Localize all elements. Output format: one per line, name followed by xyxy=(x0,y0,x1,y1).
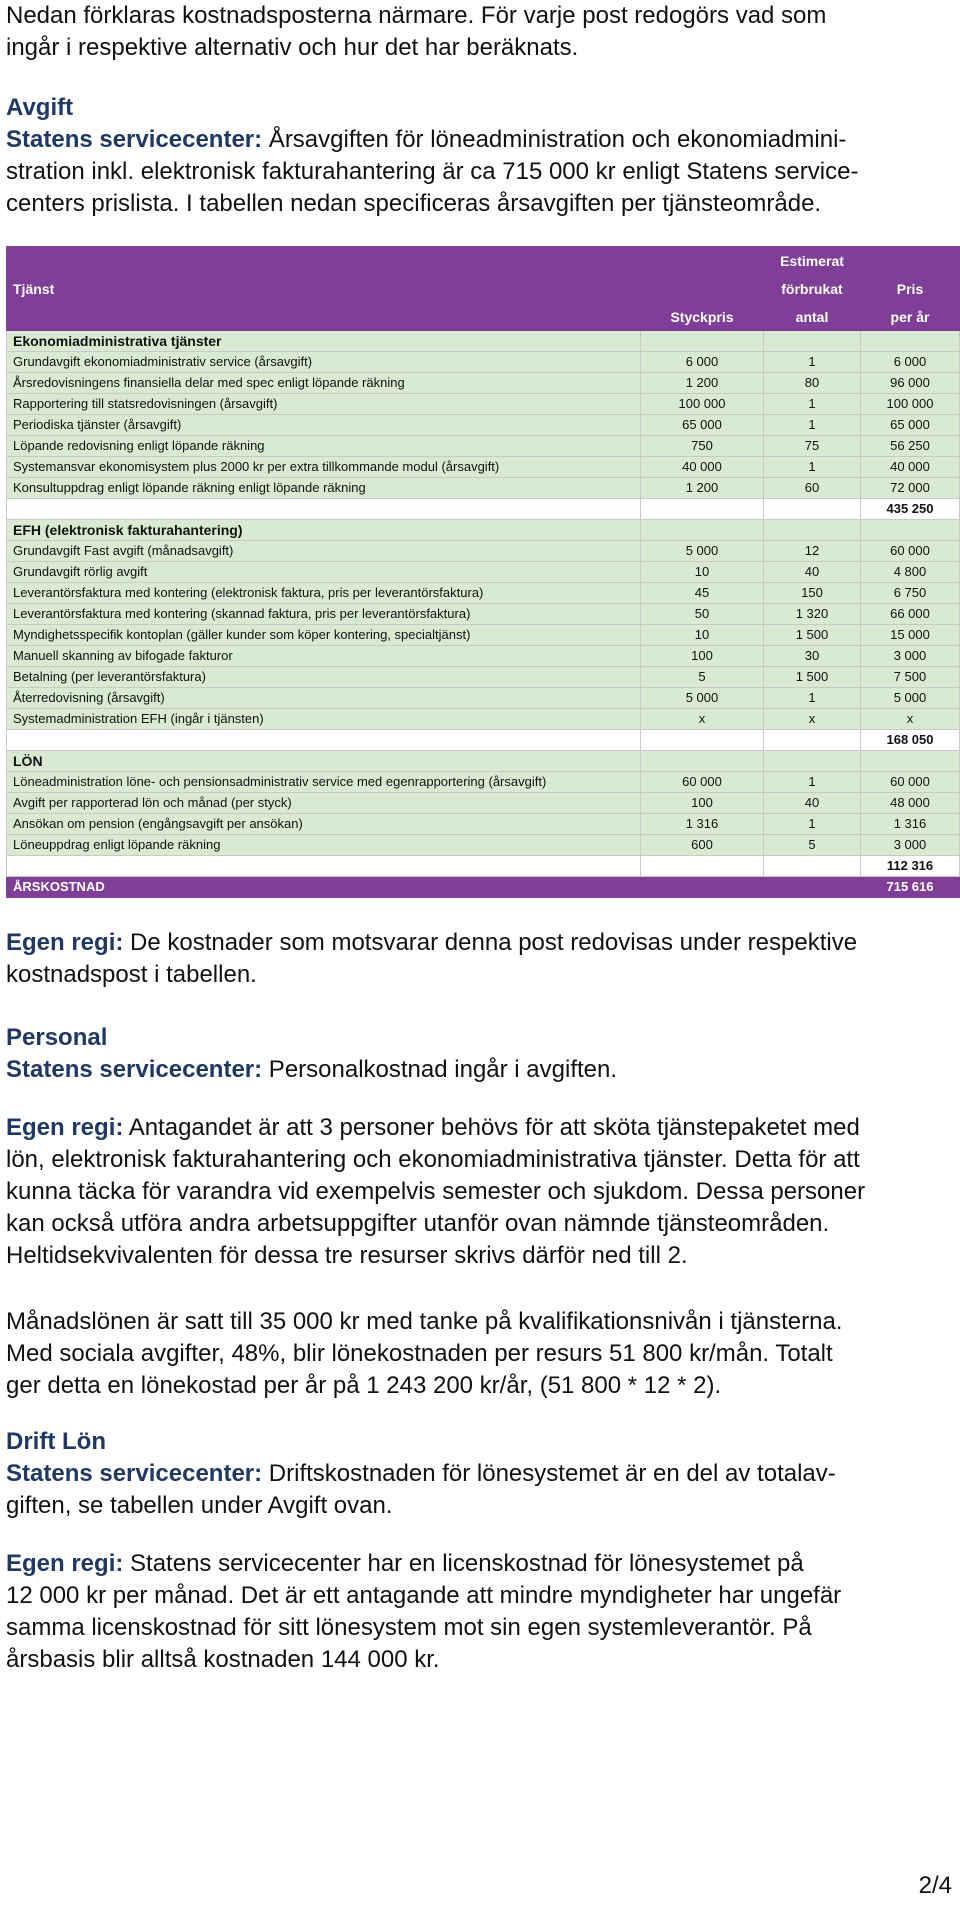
section-empty-cell xyxy=(641,331,764,352)
section-row xyxy=(7,751,960,772)
section-empty-cell xyxy=(764,331,861,352)
section-empty-cell xyxy=(861,331,960,352)
grand-empty-cell xyxy=(764,877,861,898)
price-per-year: 48 000 xyxy=(861,793,960,814)
personal-egen-paragraph xyxy=(6,1112,950,1272)
header-service-label: Tjänst xyxy=(7,275,641,303)
subtotal-empty-cell xyxy=(7,499,641,520)
unit-price: 100 xyxy=(641,793,764,814)
salary-paragraph xyxy=(6,1306,950,1402)
header-unit-price: Styckpris xyxy=(641,303,764,331)
service-name: Årsredovisningens finansiella delar med spec enligt löpande räkning xyxy=(7,373,641,394)
header-per-year: per år xyxy=(861,303,960,331)
quantity: 75 xyxy=(764,436,861,457)
table-row xyxy=(7,394,960,415)
drift-ssc-line: giften, se tabellen under Avgift ovan. xyxy=(6,1492,393,1519)
section-row xyxy=(7,331,960,352)
quantity: 1 xyxy=(764,394,861,415)
unit-price: 1 316 xyxy=(641,814,764,835)
price-per-year: 65 000 xyxy=(861,415,960,436)
cost-table-container xyxy=(6,246,959,898)
avgift-line: stration inkl. elektronisk fakturahantering är ca 715 000 kr enligt Statens service- xyxy=(6,158,859,185)
personal-ssc-label: Statens servicecenter: xyxy=(6,1056,263,1083)
drift-ssc-paragraph xyxy=(6,1458,950,1522)
unit-price: 40 000 xyxy=(641,457,764,478)
quantity: 1 xyxy=(764,688,861,709)
subtotal-row xyxy=(7,730,960,751)
price-per-year: 72 000 xyxy=(861,478,960,499)
price-per-year: 60 000 xyxy=(861,541,960,562)
avgift-line: Årsavgiften för löneadministration och ekonomiadmini- xyxy=(262,126,847,153)
service-name: Ansökan om pension (engångsavgift per ansökan) xyxy=(7,814,641,835)
unit-price: 45 xyxy=(641,583,764,604)
price-per-year: 4 800 xyxy=(861,562,960,583)
quantity: 1 xyxy=(764,415,861,436)
table-row xyxy=(7,583,960,604)
cost-table-body xyxy=(7,331,960,898)
unit-price: 100 000 xyxy=(641,394,764,415)
header-service xyxy=(7,247,641,275)
table-row xyxy=(7,457,960,478)
section-empty-cell xyxy=(861,520,960,541)
salary-line: ger detta en lönekostad per år på 1 243 200 kr/år, (51 800 * 12 * 2). xyxy=(6,1372,722,1399)
unit-price: 5 xyxy=(641,667,764,688)
header-unit-price-top xyxy=(641,247,764,275)
unit-price: 10 xyxy=(641,562,764,583)
unit-price: 1 200 xyxy=(641,373,764,394)
price-per-year: 15 000 xyxy=(861,625,960,646)
unit-price: 10 xyxy=(641,625,764,646)
unit-price: 50 xyxy=(641,604,764,625)
service-name: Leverantörsfaktura med kontering (skannad faktura, pris per leverantörsfaktura) xyxy=(7,604,641,625)
service-name: Betalning (per leverantörsfaktura) xyxy=(7,667,641,688)
unit-price: 100 xyxy=(641,646,764,667)
egen-avgift-label: Egen regi: xyxy=(6,929,124,956)
egen-avgift-line: De kostnader som motsvarar denna post redovisas under respektive xyxy=(123,929,858,956)
subtotal-empty-cell xyxy=(641,499,764,520)
table-row xyxy=(7,814,960,835)
table-row xyxy=(7,415,960,436)
table-row xyxy=(7,646,960,667)
service-name: Löneuppdrag enligt löpande räkning xyxy=(7,835,641,856)
intro-paragraph xyxy=(6,0,950,64)
header-estimated: Estimerat xyxy=(764,247,861,275)
table-row xyxy=(7,667,960,688)
quantity: 150 xyxy=(764,583,861,604)
personal-heading: Personal xyxy=(6,1024,108,1051)
price-per-year: 7 500 xyxy=(861,667,960,688)
table-row xyxy=(7,772,960,793)
price-per-year: 60 000 xyxy=(861,772,960,793)
page-number: 2/4 xyxy=(918,1872,952,1899)
header-price: Pris xyxy=(861,275,960,303)
table-row xyxy=(7,562,960,583)
drift-egen-line: Statens servicecenter har en licenskostnad för lönesystemet på xyxy=(123,1550,804,1577)
service-name: Myndighetsspecifik kontoplan (gäller kunder som köper kontering, specialtjänst) xyxy=(7,625,641,646)
service-name: Löneadministration löne- och pensionsadministrativ service med egenrapportering (årsavgift) xyxy=(7,772,641,793)
personal-egen-line: Antagandet är att 3 personer behövs för att sköta tjänstepaketet med xyxy=(123,1114,860,1141)
subtotal-empty-cell xyxy=(641,856,764,877)
section-row xyxy=(7,520,960,541)
section-title: Ekonomiadministrativa tjänster xyxy=(7,331,641,352)
avgift-line: centers prislista. I tabellen nedan specificeras årsavgiften per tjänsteområde. xyxy=(6,190,822,217)
salary-line: Med sociala avgifter, 48%, blir lönekostnaden per resurs 51 800 kr/mån. Totalt xyxy=(6,1340,833,1367)
table-row xyxy=(7,793,960,814)
price-per-year: 5 000 xyxy=(861,688,960,709)
table-row xyxy=(7,688,960,709)
table-row xyxy=(7,541,960,562)
grand-total-value: 715 616 xyxy=(861,877,960,898)
personal-egen-line: kan också utföra andra arbetsuppgifter utanför ovan nämnde tjänsteområden. xyxy=(6,1210,830,1237)
service-name: Grundavgift rörlig avgift xyxy=(7,562,641,583)
quantity: 1 xyxy=(764,772,861,793)
drift-egen-line: 12 000 kr per månad. Det är ett antagande att mindre myndigheter har ungefär xyxy=(6,1582,842,1609)
table-row xyxy=(7,436,960,457)
quantity: 80 xyxy=(764,373,861,394)
service-name: Grundavgift Fast avgift (månadsavgift) xyxy=(7,541,641,562)
unit-price: x xyxy=(641,709,764,730)
section-empty-cell xyxy=(764,520,861,541)
quantity: 1 xyxy=(764,352,861,373)
service-name: Rapportering till statsredovisningen (årsavgift) xyxy=(7,394,641,415)
price-per-year: 56 250 xyxy=(861,436,960,457)
quantity: 12 xyxy=(764,541,861,562)
avgift-ssc-label: Statens servicecenter: xyxy=(6,126,263,153)
service-name: Löpande redovisning enligt löpande räkning xyxy=(7,436,641,457)
unit-price: 5 000 xyxy=(641,688,764,709)
cost-table xyxy=(6,246,960,898)
price-per-year: x xyxy=(861,709,960,730)
personal-egen-line: kunna täcka för varandra vid exempelvis semester och sjukdom. Dessa personer xyxy=(6,1178,866,1205)
unit-price: 750 xyxy=(641,436,764,457)
quantity: 1 500 xyxy=(764,625,861,646)
drift-egen-label: Egen regi: xyxy=(6,1550,124,1577)
unit-price: 6 000 xyxy=(641,352,764,373)
drift-heading: Drift Lön xyxy=(6,1428,106,1455)
table-row xyxy=(7,835,960,856)
section-subtotal: 112 316 xyxy=(861,856,960,877)
section-empty-cell xyxy=(641,520,764,541)
personal-egen-line: Heltidsekvivalenten för dessa tre resurser skrivs därför ned till 2. xyxy=(6,1242,688,1269)
service-name: Avgift per rapporterad lön och månad (per styck) xyxy=(7,793,641,814)
section-empty-cell xyxy=(861,751,960,772)
subtotal-empty-cell xyxy=(641,730,764,751)
subtotal-empty-cell xyxy=(764,730,861,751)
drift-egen-line: samma licenskostnad för sitt lönesystem mot sin egen systemleverantör. På xyxy=(6,1614,812,1641)
quantity: 40 xyxy=(764,562,861,583)
service-name: Manuell skanning av bifogade fakturor xyxy=(7,646,641,667)
price-per-year: 3 000 xyxy=(861,835,960,856)
subtotal-empty-cell xyxy=(7,856,641,877)
quantity: 1 xyxy=(764,457,861,478)
personal-ssc-text: Personalkostnad ingår i avgiften. xyxy=(262,1056,618,1083)
quantity: 5 xyxy=(764,835,861,856)
quantity: 60 xyxy=(764,478,861,499)
price-per-year: 3 000 xyxy=(861,646,960,667)
egen-avgift-paragraph xyxy=(6,927,950,991)
subtotal-empty-cell xyxy=(7,730,641,751)
header-service-bottom xyxy=(7,303,641,331)
subtotal-row xyxy=(7,499,960,520)
intro-line: Nedan förklaras kostnadsposterna närmare. För varje post redogörs vad som xyxy=(6,2,827,29)
table-row xyxy=(7,352,960,373)
drift-egen-paragraph xyxy=(6,1548,950,1676)
table-row xyxy=(7,709,960,730)
service-name: Leverantörsfaktura med kontering (elektronisk faktura, pris per leverantörsfaktura) xyxy=(7,583,641,604)
unit-price: 65 000 xyxy=(641,415,764,436)
quantity: 30 xyxy=(764,646,861,667)
header-consumed: förbrukat xyxy=(764,275,861,303)
grand-empty-cell xyxy=(641,877,764,898)
service-name: Periodiska tjänster (årsavgift) xyxy=(7,415,641,436)
section-subtotal: 168 050 xyxy=(861,730,960,751)
quantity: x xyxy=(764,709,861,730)
service-name: Återredovisning (årsavgift) xyxy=(7,688,641,709)
table-row xyxy=(7,604,960,625)
section-title: EFH (elektronisk fakturahantering) xyxy=(7,520,641,541)
avgift-paragraph xyxy=(6,124,950,220)
drift-ssc-line: Driftskostnaden för lönesystemet är en del av totalav- xyxy=(262,1460,836,1487)
avgift-heading: Avgift xyxy=(6,94,74,121)
intro-line: ingår i respektive alternativ och hur det har beräknats. xyxy=(6,34,579,61)
subtotal-row xyxy=(7,856,960,877)
subtotal-empty-cell xyxy=(764,499,861,520)
section-empty-cell xyxy=(641,751,764,772)
personal-egen-label: Egen regi: xyxy=(6,1114,124,1141)
price-per-year: 6 000 xyxy=(861,352,960,373)
price-per-year: 66 000 xyxy=(861,604,960,625)
subtotal-empty-cell xyxy=(764,856,861,877)
unit-price: 1 200 xyxy=(641,478,764,499)
price-per-year: 6 750 xyxy=(861,583,960,604)
quantity: 1 500 xyxy=(764,667,861,688)
service-name: Systemansvar ekonomisystem plus 2000 kr per extra tillkommande modul (årsavgift) xyxy=(7,457,641,478)
drift-ssc-label: Statens servicecenter: xyxy=(6,1460,263,1487)
service-name: Systemadministration EFH (ingår i tjänsten) xyxy=(7,709,641,730)
price-per-year: 40 000 xyxy=(861,457,960,478)
unit-price: 5 000 xyxy=(641,541,764,562)
grand-total-label: ÅRSKOSTNAD xyxy=(7,877,641,898)
service-name: Grundavgift ekonomiadministrativ service (årsavgift) xyxy=(7,352,641,373)
price-per-year: 1 316 xyxy=(861,814,960,835)
personal-ssc-paragraph xyxy=(6,1054,950,1086)
section-title: LÖN xyxy=(7,751,641,772)
salary-line: Månadslönen är satt till 35 000 kr med tanke på kvalifikationsnivån i tjänsterna. xyxy=(6,1308,843,1335)
section-empty-cell xyxy=(764,751,861,772)
service-name: Konsultuppdrag enligt löpande räkning enligt löpande räkning xyxy=(7,478,641,499)
personal-egen-line: lön, elektronisk fakturahantering och ekonomiadministrativa tjänster. Detta för att xyxy=(6,1146,860,1173)
header-unit-price-mid xyxy=(641,275,764,303)
grand-total-row xyxy=(7,877,960,898)
header-quantity: antal xyxy=(764,303,861,331)
table-row xyxy=(7,625,960,646)
table-row xyxy=(7,373,960,394)
section-subtotal: 435 250 xyxy=(861,499,960,520)
quantity: 1 xyxy=(764,814,861,835)
quantity: 1 320 xyxy=(764,604,861,625)
price-per-year: 100 000 xyxy=(861,394,960,415)
egen-avgift-line: kostnadspost i tabellen. xyxy=(6,961,257,988)
drift-egen-line: årsbasis blir alltså kostnaden 144 000 kr. xyxy=(6,1646,440,1673)
unit-price: 600 xyxy=(641,835,764,856)
quantity: 40 xyxy=(764,793,861,814)
header-price-top xyxy=(861,247,960,275)
table-row xyxy=(7,478,960,499)
unit-price: 60 000 xyxy=(641,772,764,793)
price-per-year: 96 000 xyxy=(861,373,960,394)
